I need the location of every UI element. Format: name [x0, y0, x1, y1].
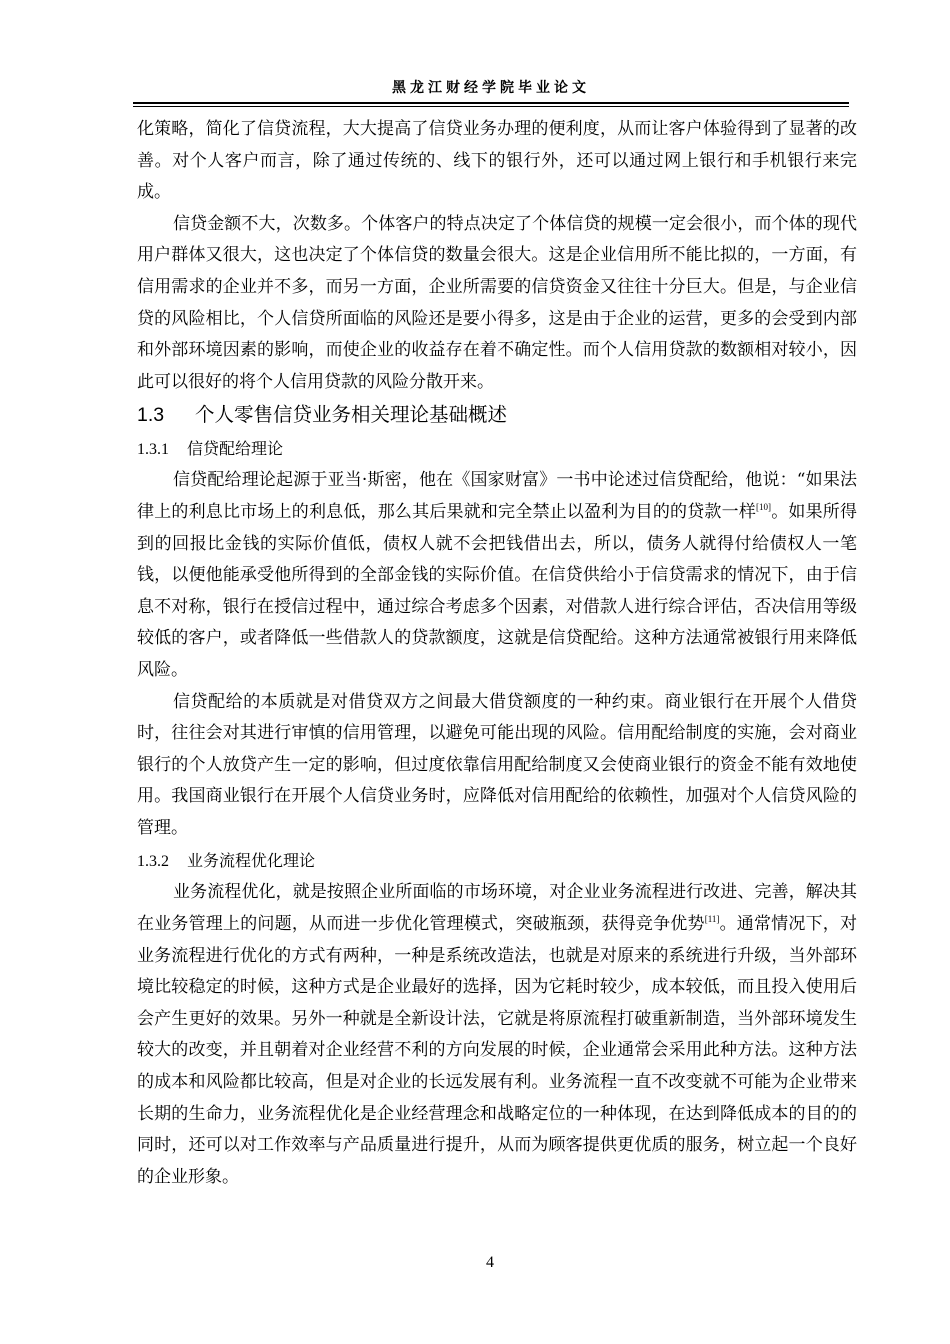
citation-ref: [10]	[756, 501, 772, 512]
paragraph-credit-rationing-origin: 信贷配给理论起源于亚当·斯密，他在《国家财富》一书中论述过信贷配给，他说：“如果法律上的利息比市场上的利息低，那么其后果就和完全禁止以盈利为目的的贷款一样[10]。如果所得到的回报比金钱的实际价值低，债权人就不会把钱借出去，所以，债务人就得付给债权人一笔钱，以便他能承受他所得到的全部金钱的实际价值。在信贷供给小于信贷需求的情况下，由于信息不对称，银行在授信过程中，通过综合考虑多个因素，对借款人进行综合评估，否决信用等级较低的客户，或者降低一些借款人的贷款额度，这就是信贷配给。这种方法通常被银行用来降低风险。	[137, 470, 858, 680]
body-text	[137, 114, 857, 1193]
paragraph-process-optimization: 业务流程优化，就是按照企业所面临的市场环境，对企业业务流程进行改进、完善，解决其在业务管理上的问题，从而进一步优化管理模式，突破瓶颈，获得竞争优势[11]。通常情况下，对业务流程进行优化的方式有两种，一种是系统改造法，也就是对原来的系统进行升级，当外部环境比较稳定的时候，这种方式是企业最好的选择，因为它耗时较少，成本较低，而且投入使用后会产生更好的效果。另外一种就是全新设计法，它就是将原流程打破重新制造，当外部环境发生较大的改变，并且朝着对企业经营不利的方向发展的时候，企业通常会采用此种方法。这种方法的成本和风险都比较高，但是对企业的长远发展有利。业务流程一直不改变就不可能为企业带来长期的生命力，业务流程优化是企业经营理念和战略定位的一种体现，在达到降低成本的目的的同时，还可以对工作效率与产品质量进行提升，从而为顾客提供更优质的服务，树立起一个良好的企业形象。	[137, 882, 857, 1187]
section-number: 1.3.1	[137, 441, 169, 459]
header-rule-thin	[133, 106, 849, 107]
section-heading-1-3	[137, 398, 857, 432]
page-number: 4	[486, 1254, 494, 1271]
section-heading-1-3-2	[137, 844, 857, 877]
paragraph-credit-amount: 信贷金额不大，次数多。个体客户的特点决定了个体信贷的规模一定会很小，而个体的现代用户群体又很大，这也决定了个体信贷的数量会很大。这是企业信用所不能比拟的，一方面，有信用需求的企业并不多，而另一方面，企业所需要的信贷资金又往往十分巨大。但是，与企业信贷的风险相比，个人信贷所面临的风险还是要小得多，这是由于企业的运营，更多的会受到内部和外部环境因素的影响，而使企业的收益存在着不确定性。而个人信用贷款的数额相对较小，因此可以很好的将个人信用贷款的风险分散开来。	[137, 213, 857, 392]
paragraph-continued: 化策略，简化了信贷流程，大大提高了信贷业务办理的便利度，从而让客户体验得到了显著的改善。对个人客户而言，除了通过传统的、线下的银行外，还可以通过网上银行和手机银行来完成。	[137, 119, 857, 203]
paragraph-credit-rationing-essence: 信贷配给的本质就是对借贷双方之间最大借贷额度的一种约束。商业银行在开展个人借贷时，往往会对其进行审慎的信用管理，以避免可能出现的风险。信用配给制度的实施，会对商业银行的个人放贷产生一定的影响，但过度依靠信用配给制度又会使商业银行的资金不能有效地使用。我国商业银行在开展个人信贷业务时，应降低对信用配给的依赖性，加强对个人信贷风险的管理。	[137, 691, 857, 838]
section-title: 个人零售信贷业务相关理论基础概述	[195, 403, 508, 427]
section-number: 1.3	[137, 404, 165, 427]
header-rule-thick	[133, 102, 849, 104]
section-heading-1-3-1	[137, 432, 857, 465]
section-title: 业务流程优化理论	[187, 851, 316, 871]
running-header: 黑龙江财经学院毕业论文	[392, 80, 590, 96]
section-title: 信贷配给理论	[187, 439, 284, 459]
citation-ref: [11]	[704, 914, 720, 925]
section-number: 1.3.2	[137, 853, 169, 871]
